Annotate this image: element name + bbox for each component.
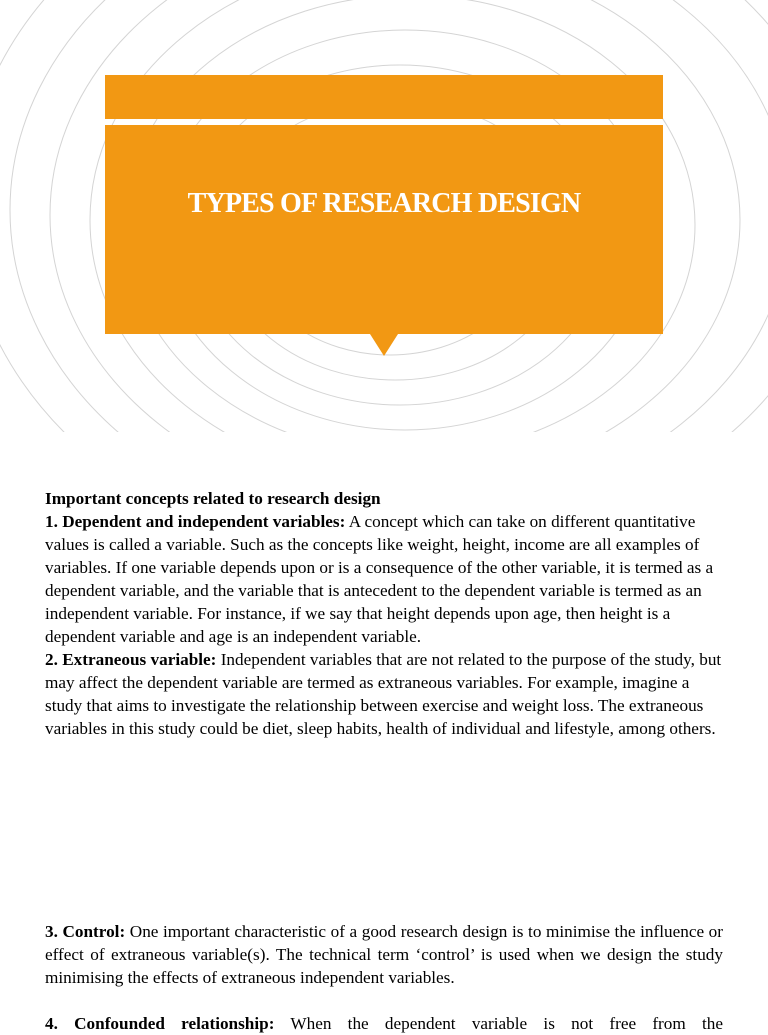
accent-bar [105, 75, 663, 119]
title-box [105, 125, 663, 334]
paragraph-label: 4. Confounded relationship: [45, 1014, 275, 1033]
content-block-1 [45, 487, 723, 740]
content-block-2 [45, 920, 723, 989]
paragraph-control [45, 920, 723, 989]
paragraph-text: One important characteristic of a good research design is to minimise the influence or effect of extraneous variable(s). The technical term ‘control’ is used when we design the study minimising the effects of extraneous independent variables. [45, 922, 723, 987]
section-heading: Important concepts related to research design [45, 489, 381, 508]
paragraph-extraneous-variable [45, 648, 723, 740]
slide-title: TYPES OF RESEARCH DESIGN [187, 187, 581, 219]
paragraph-label: 1. Dependent and independent variables: [45, 512, 346, 531]
callout-pointer [370, 334, 398, 356]
paragraph-text: A concept which can take on different quantitative values is called a variable. Such as the concepts like weight, height, income are all examples of variables. If one variable depends upon or is a consequence of the other variable, it is termed as a dependent variable, and the variable that is antecedent to the dependent variable is termed as an independent variable. For instance, if we say that height depends upon age, then height is a dependent variable and age is an independent variable. [45, 512, 714, 646]
paragraph-text: When the dependent variable is not free from the [274, 1014, 723, 1033]
paragraph-label: 2. Extraneous variable: [45, 650, 217, 669]
paragraph-text: Independent variables that are not related to the purpose of the study, but may affect the dependent variable are termed as extraneous variables. For example, imagine a study that aims to investigate the relationship between exercise and weight loss. The extraneous variables in this study could be diet, sleep habits, health of individual and lifestyle, among others. [45, 650, 722, 738]
title-slide [0, 0, 768, 432]
paragraph-dependent-variables [45, 510, 723, 648]
paragraph-label: 3. Control: [45, 922, 126, 941]
